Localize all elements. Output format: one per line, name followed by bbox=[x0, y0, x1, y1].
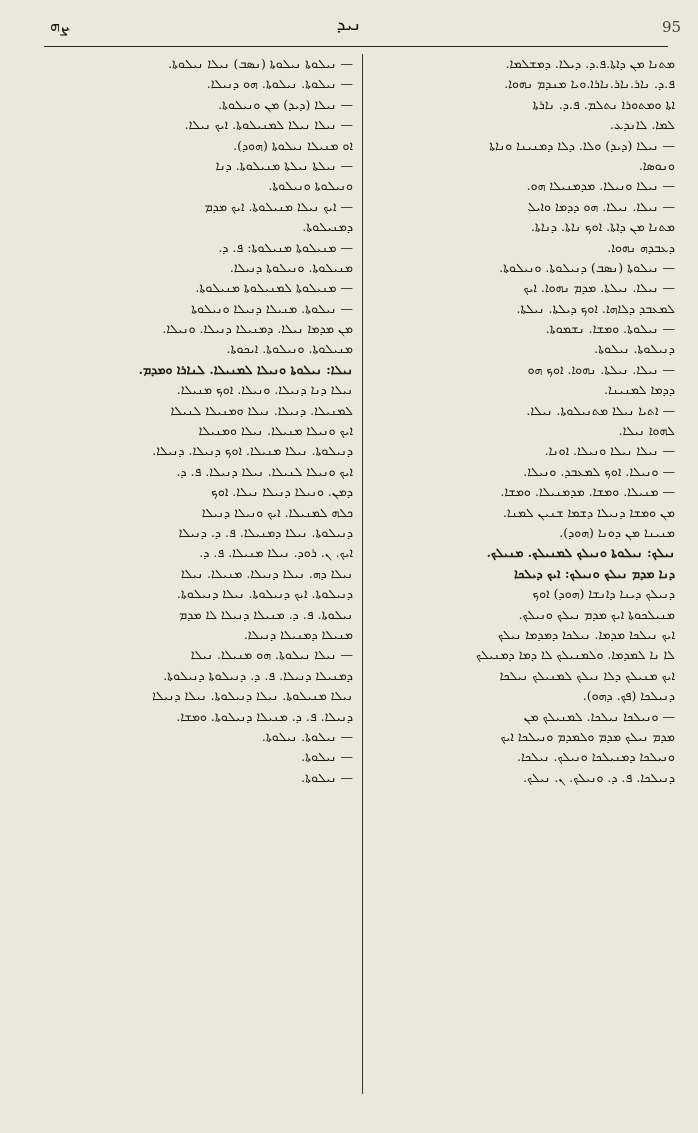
left-column-line: ܐܘ ܡܢܝܠܐ ܢܝܠܘܬܐ (ܗܘܕ). bbox=[233, 137, 353, 153]
right-column-line: ܐܝܟ ܢܝܠܟܐ ܡܕܡܐ. ܢܝܠܟܐ ܕܡܕܡܐ ܢܝܠܟ bbox=[497, 626, 675, 642]
left-column-line: — ܢܝܠܘܬܐ. bbox=[301, 749, 353, 765]
right-column-line: ܕܢܝܠܟܐ (ܦܟ. ܕܗܘ). bbox=[582, 688, 675, 704]
right-column-line: ܘܢܝܠܟܐ ܕܡܢܝܠܟܐ ܘܢܝܠܟ. ܢܝܠܟܐ. bbox=[517, 749, 675, 765]
right-column-line: ܕܢܝܠܟܐ. ܦ. ܕ. ܘܢܝܠܟ. ܢ. ܢܝܠܟ. bbox=[523, 769, 675, 785]
left-column-line: — ܡܢܝܠܘܬܐ ܠܡܢܝܠܘܬܐ ܡܢܝܠܘܬܐ. bbox=[195, 280, 353, 296]
right-column-line: — ܢܝܠܐ. ܢܝܠܬܐ. ܢܗܘܐ. ܐܘܟ ܗܘ bbox=[527, 361, 675, 377]
left-column-line: — ܢܝܠܘܬܐ. ܢܝܠܘܬܐ. bbox=[261, 728, 353, 744]
left-column-line: — ܢܝܠܘܬܐ ܢܝܠܘܬܐ (ܢܣܒ) ܢܝܠܐ ܢܝܠܘܬܐ. bbox=[168, 56, 353, 71]
left-column-line: — ܢܝܠܬܐ ܢܝܠܬܐ ܡܢܝܠܘܬܐ. ܕܢܐ bbox=[215, 157, 353, 173]
right-column-line: ܦ.ܕ. ܢܐܪ.ܢܐܪ.ܢܐܪܐ.ܘܝܐ ܡܢܕܡ ܢܗܘܐ. bbox=[504, 76, 675, 92]
right-column-line: — ܡܢܝܠܐ. ܘܡܫܐ. ܡܕܡܢܝܠܐ. ܘܡܫܐ. bbox=[500, 484, 675, 500]
left-column-line: ܡܢܝܠܘܬܐ. ܘܢܝܠܘܬܐ. ܐܝܟܘܬܐ. bbox=[226, 341, 353, 357]
right-column-line: — ܢܝܠܐ ܘܢܝܠܐ. ܡܕܡܢܝܠܐ ܗܘ. bbox=[526, 178, 675, 194]
right-column bbox=[372, 54, 675, 1094]
left-column-line: — ܢܝܠܐ (ܕܝܕ) ܡܢ ܘܢܝܠܘܬܐ. bbox=[218, 96, 353, 112]
left-column-line: ܢܝܠܘܬܐ. ܦ. ܕ. ܡܢܝܠܐ ܕܢܝܠܐ ܠܐ ܡܕܡ bbox=[179, 606, 353, 622]
left-column-line: — ܢܝܠܘܬܐ. ܢܝܠܘܬܐ. ܗܘ ܕܢܝܠܐ. bbox=[206, 76, 353, 92]
right-column-line: ܢܝܠܟ: ܢܝܠܘܬܐ ܘܢܝܠܟ ܠܡܢܝܠܟ. ܡܢܝܠܟ. bbox=[486, 545, 675, 561]
right-column-line: ܡܢܝܠܟܘܬܐ ܐܝܟ ܡܕܡ ܢܝܠܟ ܘܢܝܠܟ. bbox=[518, 606, 675, 622]
left-column-line: — ܢܝܠܘܬܐ. bbox=[301, 769, 353, 785]
page-number: 95 bbox=[662, 18, 682, 36]
left-column bbox=[50, 54, 353, 1094]
left-column-line: ܡܢܝܠܘܬܐ. ܘܢܝܠܘܬܐ ܕܢܝܠܐ. bbox=[229, 259, 353, 275]
right-column-line: — ܢܝܠܐ. ܢܝܠܬܐ. ܡܕܡ ܢܗܘܐ. ܐܝܟ bbox=[523, 280, 675, 296]
right-column-line: — ܢܝܠܐ (ܕܝܕ) ܘܠܐ. ܕܠܐ ܕܡܢܝܢܐ ܘܢܐܬܐ bbox=[489, 137, 675, 153]
right-column-line: ܐܬܐ ܘܡܬܘܪܐ ܢܬܠܡ. ܦ.ܕ. ܢܐܪܬܐ bbox=[532, 96, 675, 112]
right-column-line: — ܢܝܠܐ. ܢܝܠܐ. ܗܘ ܕܕܡܐ ܘܐܝܠ bbox=[527, 198, 675, 214]
left-column-line: — ܡܢܝܠܘܬܐ ܡܢܝܠܘܬܐ: ܦ. ܕ. bbox=[218, 239, 353, 255]
left-column-line: ܘܢܝܠܘܬܐ ܘܢܝܠܘܬܐ. bbox=[268, 178, 353, 194]
right-column-line: ܡܢܝܢܐ ܡܢ ܕܘܢܐ (ܗܘܕ). bbox=[559, 524, 675, 540]
right-column-line: ܕܢܝܠܘܬܐ. ܢܝܠܘܬܐ. bbox=[594, 341, 675, 357]
left-column-line: ܕܢܝܠܘܬܐ. ܐܝܟ ܕܢܝܠܘܬܐ. ܢܝܠܐ ܕܢܝܠܘܬܐ. bbox=[176, 586, 353, 602]
left-column-line: — ܐܝܟ ܢܝܠܐ ܡܢܝܠܘܬܐ. ܐܝܟ ܡܕܡ bbox=[204, 198, 353, 214]
left-column-line: ܡܢܝܠܐ ܕܡܢܝܠܐ ܕܢܝܠܐ. bbox=[243, 626, 353, 642]
left-column-line: ܕܡܢ. ܘܢܝܠܐ ܕܢܝܠܐ ܢܝܠܐ. ܐܘܟ bbox=[211, 484, 353, 500]
left-column-line: ܢܝܠܐ: ܢܝܠܘܬܐ ܘܢܝܠܐ ܠܡܢܝܠܐ. ܠܢܐܪܐ ܘܡܕܡ. bbox=[138, 361, 353, 377]
left-column-line: — ܢܝܠܐ ܢܝܠܐ ܠܡܢܝܠܘܬܐ. ܐܝܟ ܢܝܠܐ. bbox=[184, 117, 353, 133]
left-column-line: ܡܢ ܡܕܡܐ ܢܝܠܐ. ܕܡܢܝܠܐ ܕܢܝܠܐ. ܘܢܝܠܐ. bbox=[162, 321, 353, 337]
left-column-line: ܐܝܟ ܘܢܝܠܐ ܡܢܝܠܐ. ܢܝܠܐ ܘܡܢܝܠܐ bbox=[198, 423, 353, 439]
right-column-line: ܕܕܡܐ ܠܡܢܝܢܐ. bbox=[603, 382, 675, 398]
syriac-page-number: ܨܗ bbox=[50, 16, 69, 35]
right-column-line: ܠܡܐ. ܠܐܢܕܥ. bbox=[609, 117, 675, 133]
left-column-line: — ܢܝܠܘܬܐ. ܡܢܝܠܐ ܕܢܝܠܐ ܘܢܝܠܘܬܐ bbox=[191, 300, 353, 316]
left-column-line: ܢܝܠܐ ܡܢܝܠܘܬܐ. ܢܝܠܐ ܕܢܝܠܘܬܐ. ܢܝܠܐ ܕܢܝܠܐ bbox=[152, 688, 353, 704]
right-column-line: ܡܕܡ ܢܝܠܟ ܡܕܡ ܘܠܡܕܡ ܘܢܝܠܟܐ ܐܝܟ bbox=[500, 728, 675, 744]
header-rule bbox=[44, 46, 668, 47]
column-divider bbox=[362, 54, 363, 1094]
right-column-line: ܠܐ ܢܐ ܠܡܕܡܐ. ܘܠܡܢܝܠܟ ܠܐ ܕܡܐ ܕܡܢܝܠܟ bbox=[476, 647, 675, 663]
left-column-line: ܐܝܟ. ܢ. ܪܘܕ. ܢܝܠܐ ܡܢܝܠܐ. ܦ. ܕ. bbox=[199, 545, 353, 561]
right-column-line: ܡܢ ܘܡܫܐ ܕܢܝܠܐ ܕܫܡܐ ܫܢܝܢ ܠܡܢܐ. bbox=[502, 504, 675, 520]
right-column-line: ܠܡܥܒܕ ܕܠܐܗܐ. ܐܘܟ ܕܝܠܬܐ. ܢܝܠܬܐ. bbox=[516, 300, 675, 316]
left-column-line: ܟܠܗ ܠܡܢܝܠܐ. ܐܝܟ ܘܢܝܠܐ ܕܢܝܠܐ bbox=[201, 504, 353, 520]
right-column-line: ܕܢܝܠܟ ܕܝܢܐ ܕܐܢܫܐ (ܗܘܕ) ܐܘܟ bbox=[532, 586, 675, 602]
left-column-line: ܐܝܟ ܘܢܝܠܐ ܠܢܝܠܐ. ܢܝܠܐ ܕܢܝܠܐ. ܦ. ܕ. bbox=[176, 463, 353, 479]
left-column-line: ܢܝܠܐ ܕܢܐ ܕܢܝܠܐ. ܘܢܝܠܐ. ܐܘܟ ܡܢܝܠܐ. bbox=[176, 382, 353, 398]
running-head: ܢܝܕ bbox=[336, 14, 362, 35]
right-column-line: — ܢܝܠܘܬܐ (ܢܣܒ) ܕܢܝܠܘܬܐ. ܘܢܝܠܘܬܐ. bbox=[499, 259, 675, 275]
right-column-line: — ܘܢܝܠܟܐ ܢܝܠܟܐ. ܠܡܢܝܠܟ ܡܢ bbox=[523, 708, 675, 724]
right-column-line: — ܢܝܠܐ ܢܝܠܐ ܘܢܝܠܐ. ܐܘܢܐ. bbox=[544, 443, 675, 459]
left-column-line: ܕܢܝܠܐ. ܦ. ܕ. ܡܢܝܠܐ ܕܢܝܠܘܬܐ. ܘܡܫܐ. bbox=[176, 708, 353, 724]
left-column-line: ܕܢܝܠܘܬܐ. ܢܝܠܐ ܕܡܢܝܠܐ. ܦ. ܕ. ܕܢܝܠܐ bbox=[178, 524, 353, 540]
left-column-line: ܕܡܢܝܠܘܬܐ. bbox=[302, 219, 353, 235]
left-column-line: — ܢܝܠܐ ܢܝܠܘܬܐ. ܗܘ ܡܢܝܠܐ. ܢܝܠܐ bbox=[190, 647, 353, 663]
right-column-line: ܕܢܐ ܡܕܡ ܢܝܠܟ ܘܢܝܠܟ: ܐܝܟ ܕܝܠܟܐ bbox=[514, 565, 675, 581]
right-column-line: ܐܝܟ ܡܢܝܠܟ ܕܠܐ ܢܝܠܟ ܠܡܢܝܠܟ ܢܝܠܟܐ bbox=[499, 667, 675, 683]
right-column-line: — ܘܢܝܠܐ. ܐܘܟ ܠܡܥܒܕ. ܘܢܝܠܐ. bbox=[523, 463, 675, 479]
left-column-line: ܢܝܠܐ ܕܗ. ܢܝܠܐ ܕܢܝܠܐ. ܡܢܝܠܐ. ܢܝܠܐ bbox=[180, 565, 353, 581]
right-column-line: ܡܬܢܐ ܡܢ ܕܐܬܐ.ܦ.ܕ. ܕܝܠܐ. ܕܡܫܠܡܐ. bbox=[505, 56, 675, 71]
right-column-line: ܘܢܘܣܐ. bbox=[638, 157, 675, 173]
left-column-line: ܕܢܝܠܘܬܐ. ܢܝܠܐ ܡܢܝܠܐ. ܐܘܟ ܕܢܝܠܐ. ܕܢܝܠܐ. bbox=[152, 443, 353, 459]
left-column-line: ܠܡܢܝܠܐ. ܕܢܝܠܐ. ܢܝܠܐ ܘܡܢܝܠܐ ܠܢܝܠܐ bbox=[170, 402, 353, 418]
left-column-line: ܕܡܢܝܠܐ ܕܢܝܠܐ. ܦ. ܕ. ܕܢܝܠܘܬܐ ܕܢܝܠܘܬܐ. bbox=[163, 667, 353, 683]
right-column-line: — ܢܝܠܘܬܐ. ܘܡܫܐ. ܢܫܡܘܬܐ. bbox=[545, 321, 675, 337]
right-column-line: ܠܗܘܐ ܢܝܠܐ. bbox=[618, 423, 675, 439]
right-column-line: — ܐܬܝܐ ܢܝܠܐ ܡܬܢܝܠܘܬܐ. ܢܝܠܐ. bbox=[526, 402, 675, 418]
right-column-line: ܡܬܢܐ ܡܢ ܕܐܬܐ. ܐܘܟ ܢܐܬܐ. ܕܢܐܬܐ. bbox=[530, 219, 675, 235]
right-column-line: ܕܥܒܕܗ ܢܗܘܐ. bbox=[607, 239, 675, 255]
